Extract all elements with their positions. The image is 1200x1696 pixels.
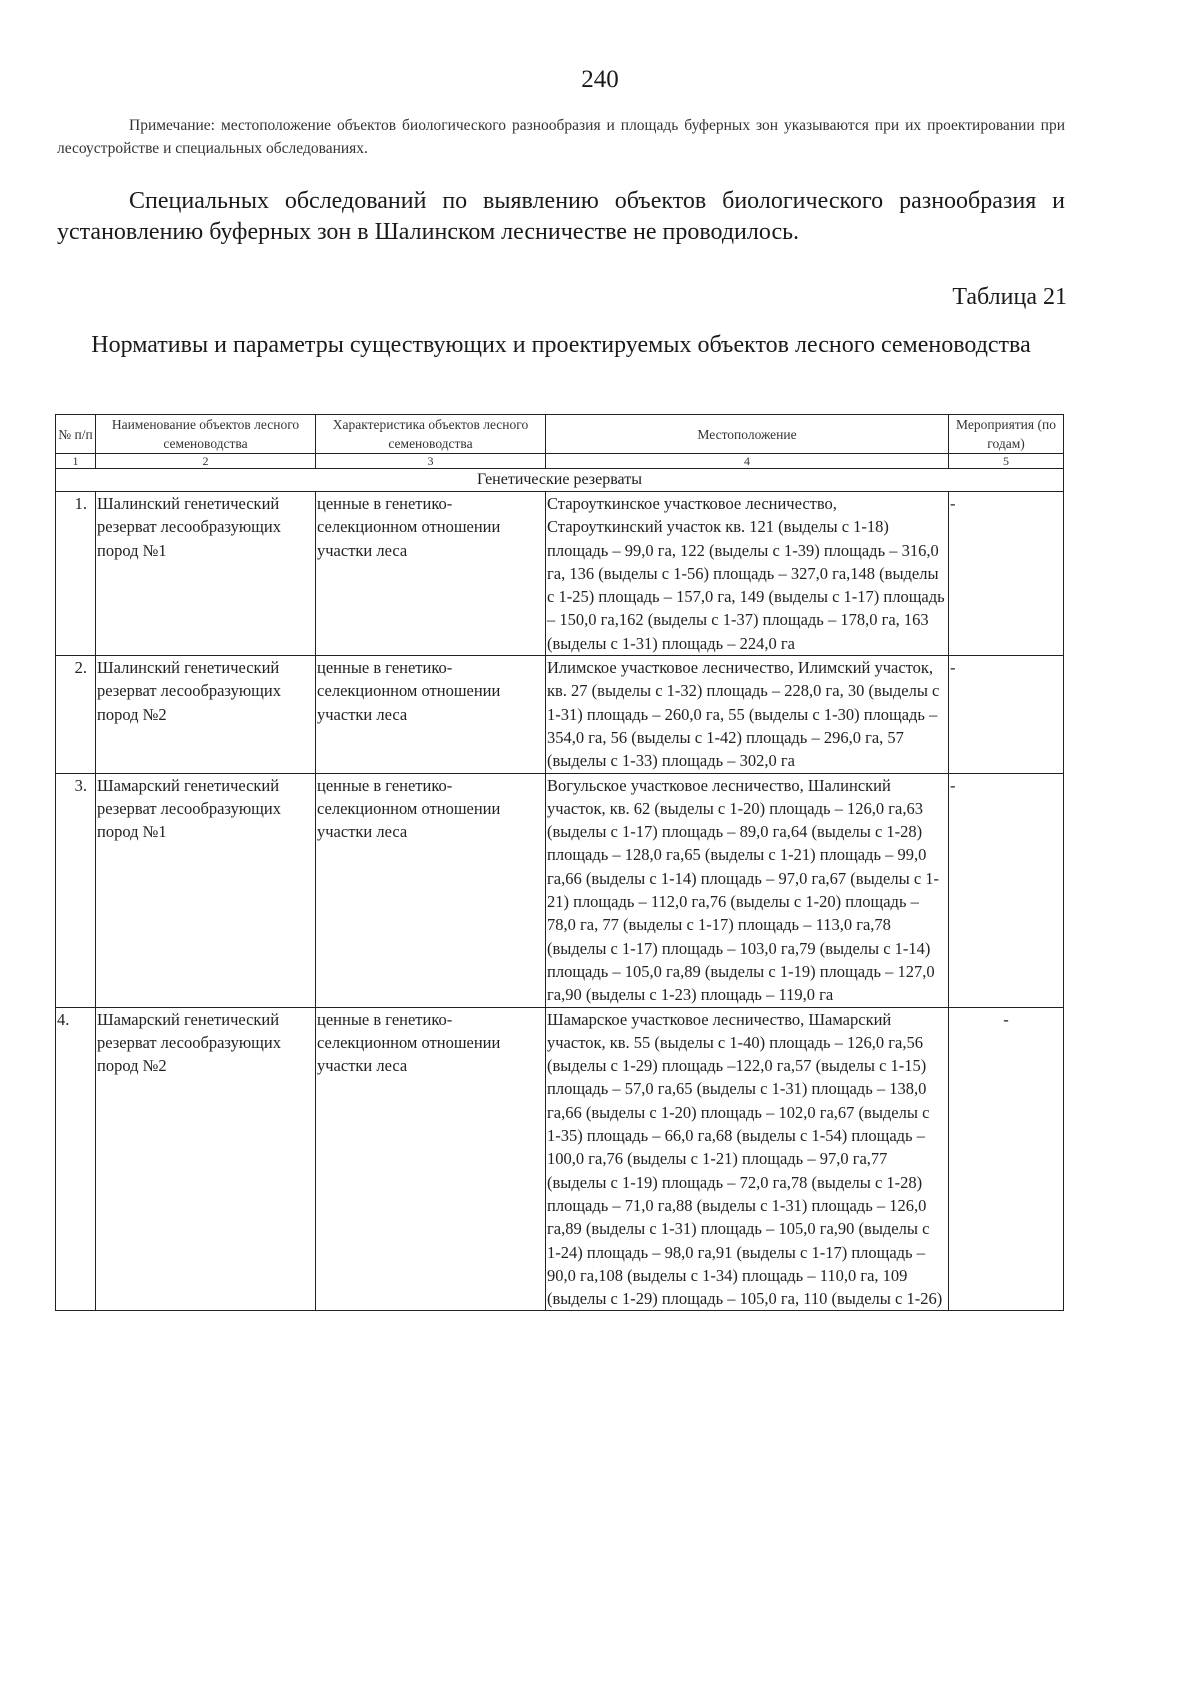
row-measures: - bbox=[949, 656, 1064, 773]
row-name: Шалинский генетический резерват лесообразующих пород №2 bbox=[96, 656, 316, 773]
row-measures: - bbox=[949, 492, 1064, 656]
row-characteristic: ценные в генетико-селекционном отношении участки леса bbox=[316, 492, 546, 656]
row-characteristic: ценные в генетико-селекционном отношении участки леса bbox=[316, 773, 546, 1007]
column-number-row bbox=[56, 454, 1064, 469]
row-measures: - bbox=[949, 1007, 1064, 1311]
row-number: 1. bbox=[56, 492, 96, 656]
column-number: 3 bbox=[316, 454, 546, 469]
table-row bbox=[56, 656, 1064, 773]
row-name: Шамарский генетический резерват лесообразующих пород №2 bbox=[96, 1007, 316, 1311]
seed-objects-table bbox=[55, 414, 1064, 1311]
table-header-row bbox=[56, 415, 1064, 454]
table-row bbox=[56, 1007, 1064, 1311]
row-number: 3. bbox=[56, 773, 96, 1007]
column-number: 2 bbox=[96, 454, 316, 469]
row-location: Вогульское участковое лесничество, Шалинский участок, кв. 62 (выделы с 1-20) площадь – 126,0 га,63 (выделы с 1-17) площадь – 89,0 га,64 (выделы с 1-28) площадь – 128,0 га,65 (выделы с 1-21) площадь – 99,0 га,66 (выделы с 1-14) площадь – 97,0 га,67 (выделы с 1-21) площадь – 112,0 га,76 (выделы с 1-20) площадь – 78,0 га, 77 (выделы с 1-17) площадь – 113,0 га,78 (выделы с 1-17) площадь – 103,0 га,79 (выделы с 1-14) площадь – 105,0 га,89 (выделы с 1-19) площадь – 127,0 га,90 (выделы с 1-23) площадь – 119,0 га bbox=[546, 773, 949, 1007]
table-label: Таблица 21 bbox=[952, 284, 1067, 310]
row-number: 4. bbox=[56, 1007, 96, 1311]
header-num: № п/п bbox=[56, 415, 96, 454]
row-location: Илимское участковое лесничество, Илимский участок, кв. 27 (выделы с 1-32) площадь – 228,0 га, 30 (выделы с 1-31) площадь – 260,0 га, 55 (выделы с 1-30) площадь – 354,0 га, 56 (выделы с 1-42) площадь – 296,0 га, 57 (выделы с 1-33) площадь – 302,0 га bbox=[546, 656, 949, 773]
header-location: Местоположение bbox=[546, 415, 949, 454]
row-location: Шамарское участковое лесничество, Шамарский участок, кв. 55 (выделы с 1-40) площадь – 126,0 га,56 (выделы с 1-29) площадь –122,0 га,57 (выделы с 1-15) площадь – 57,0 га,65 (выделы с 1-31) площадь – 138,0 га,66 (выделы с 1-20) площадь – 102,0 га,67 (выделы с 1-35) площадь – 66,0 га,68 (выделы с 1-54) площадь – 100,0 га,76 (выделы с 1-21) площадь – 97,0 га,77 (выделы с 1-19) площадь – 72,0 га,78 (выделы с 1-28) площадь – 71,0 га,88 (выделы с 1-31) площадь – 126,0 га,89 (выделы с 1-31) площадь – 105,0 га,90 (выделы с 1-24) площадь – 98,0 га,91 (выделы с 1-17) площадь – 90,0 га,108 (выделы с 1-34) площадь – 110,0 га, 109 (выделы с 1-29) площадь – 105,0 га, 110 (выделы с 1-26) bbox=[546, 1007, 949, 1311]
note: Примечание: местоположение объектов биологического разнообразия и площадь буферных зон указываются при их проектировании при лесоустройстве и специальных обследованиях. bbox=[57, 117, 1065, 157]
row-measures: - bbox=[949, 773, 1064, 1007]
row-location: Староуткинское участковое лесничество, Староуткинский участок кв. 121 (выделы с 1-18) площадь – 99,0 га, 122 (выделы с 1-39) площадь – 316,0 га, 136 (выделы с 1-56) площадь – 327,0 га,148 (выделы с 1-25) площадь – 157,0 га, 149 (выделы с 1-17) площадь – 150,0 га,162 (выделы с 1-37) площадь – 178,0 га, 163 (выделы с 1-31) площадь – 224,0 га bbox=[546, 492, 949, 656]
table-row bbox=[56, 773, 1064, 1007]
table-title: Нормативы и параметры существующих и проектируемых объектов лесного семеноводства bbox=[91, 332, 1031, 358]
row-name: Шалинский генетический резерват лесообразующих пород №1 bbox=[96, 492, 316, 656]
header-characteristic: Характеристика объектов лесного семеноводства bbox=[316, 415, 546, 454]
page-number: 240 bbox=[581, 66, 619, 93]
column-number: 1 bbox=[56, 454, 96, 469]
row-name: Шамарский генетический резерват лесообразующих пород №1 bbox=[96, 773, 316, 1007]
row-number: 2. bbox=[56, 656, 96, 773]
header-name: Наименование объектов лесного семеноводства bbox=[96, 415, 316, 454]
paragraph: Специальных обследований по выявлению объектов биологического разнообразия и установлению буферных зон в Шалинском лесничестве не проводилось. bbox=[57, 188, 1065, 245]
row-characteristic: ценные в генетико-селекционном отношении участки леса bbox=[316, 656, 546, 773]
table-row bbox=[56, 492, 1064, 656]
column-number: 4 bbox=[546, 454, 949, 469]
section-row bbox=[56, 469, 1064, 492]
header-measures: Мероприятия (по годам) bbox=[949, 415, 1064, 454]
column-number: 5 bbox=[949, 454, 1064, 469]
row-characteristic: ценные в генетико-селекционном отношении участки леса bbox=[316, 1007, 546, 1311]
section-title: Генетические резерваты bbox=[56, 469, 1064, 492]
